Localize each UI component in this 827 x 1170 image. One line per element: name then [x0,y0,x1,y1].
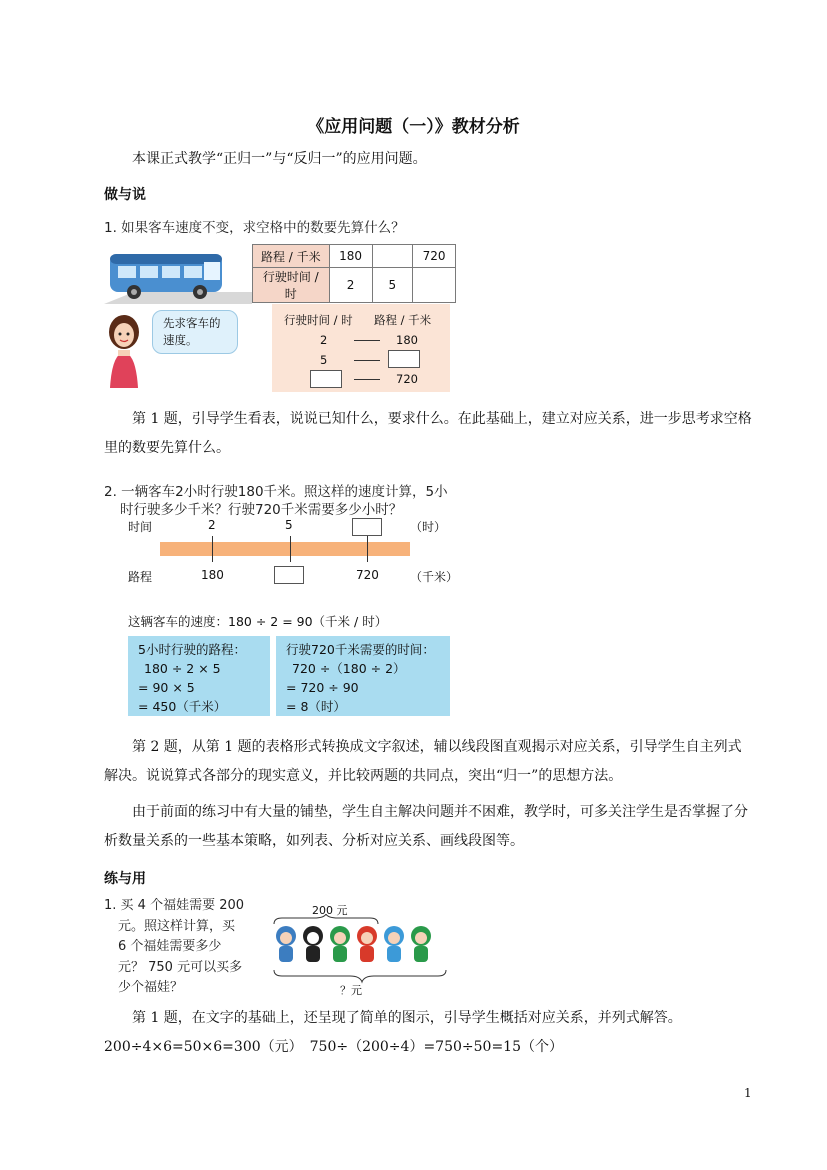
time-tick-5: 5 [285,518,293,532]
solution-box-time [276,636,450,716]
mapping-dash [354,379,380,380]
brace-top-label: 200 元 [312,904,348,917]
table-cell [372,245,413,268]
solution-line: 720 ÷（180 ÷ 2） [292,661,406,676]
bus-icon [104,242,252,308]
practice-line: 元。照这样计算，买 [118,918,236,934]
fuwa-diagram [270,914,450,990]
figure-practice-1 [104,892,456,996]
practice-line: 1. 买 4 个福娃需要 200 [104,898,245,913]
mapping-left-2: 5 [320,353,328,367]
practice-line: 少个福娃？ [118,980,184,995]
question-1-table [252,244,456,303]
fuwa-icon [411,926,431,962]
solution-line: = 8（时） [286,699,346,714]
mapping-right-3: 720 [396,372,418,386]
solution-line: = 720 ÷ 90 [286,680,359,695]
question-2-text-line-2: 时行驶多少千米？行驶720千米需要多少小时？ [120,502,403,518]
correspondence-box [272,304,450,392]
tick-mark [212,536,213,562]
brace-bottom-label: ？元 [340,984,362,997]
intro-paragraph: 本课正式教学“正归一”与“反归一”的应用问题。 [132,151,427,167]
distance-tick-720: 720 [356,568,379,582]
mapping-dash [354,340,380,341]
question-1-text: 1. 如果客车速度不变，求空格中的数要先算什么？ [104,220,405,236]
table-cell: 180 [329,245,372,268]
solution-line: 5小时行驶的路程： [138,642,246,657]
page-title: 《应用问题（一）》教材分析 [307,117,520,137]
practice-1-text [104,896,244,999]
blank-box [310,370,342,388]
mapping-left-1: 2 [320,333,328,347]
fuwa-icon [330,926,350,962]
solution-line: = 90 × 5 [138,680,195,695]
fuwa-icon [303,926,323,962]
table-cell: 路程 / 千米 [253,245,330,268]
speech-text: 先求客车的速度。 [163,316,221,347]
practice-line: 6 个福娃需要多少 [118,939,222,954]
speed-line: 这辆客车的速度：180 ÷ 2 = 90（千米 / 时） [128,614,388,629]
distance-label: 路程 [128,570,153,584]
paragraph-q2-analysis: 第 2 题，从第 1 题的表格形式转换成文字叙述，辅以线段图直观揭示对应关系，引导学生自主列式解决。说说算式各部分的现实意义，并比较两题的共同点，突出“归一”的思想方法。 [104,739,742,784]
paragraph-q1-analysis: 第 1 题，引导学生看表，说说已知什么，要求什么。在此基础上，建立对应关系，进一步思考求空格里的数要先算什么。 [104,411,752,456]
section-heading-practice-and-use: 练与用 [104,871,146,887]
question-2-text-line-1: 2. 一辆客车2小时行驶180千米。照这样的速度计算，5小 [104,484,448,500]
practice-line: 元？ 750 元可以买多 [118,959,243,975]
paragraph-practice-analysis: 第 1 题，在文字的基础上，还呈现了简单的图示，引导学生概括对应关系，并列式解答。200÷4×6=50×6=300（元） 750÷（200÷4）=750÷50=15（个） [104,1010,682,1055]
blank-box [388,350,420,368]
page-number: 1 [744,1086,752,1100]
fuwa-icon [384,926,404,962]
tick-mark [290,536,291,562]
table-row [253,268,456,303]
table-cell [413,268,456,303]
figure-question-2 [104,476,459,720]
table-row [253,245,456,268]
fuwa-icon [276,926,296,962]
tick-mark [367,536,368,562]
figure-question-1 [104,212,464,394]
distance-tick-180: 180 [201,568,224,582]
time-label: 时间 [128,520,153,534]
blank-box [274,566,304,584]
solution-box-distance [128,636,270,716]
mapping-right-1: 180 [396,333,418,347]
section-heading-do-and-say: 做与说 [104,187,146,203]
blank-box [352,518,382,536]
speech-bubble [152,310,238,354]
table-cell: 720 [413,245,456,268]
girl-icon [104,310,144,390]
solution-line: 180 ÷ 2 × 5 [144,661,221,676]
fuwa-icon [357,926,377,962]
mapping-header-time: 行驶时间 / 时 [284,313,353,327]
line-segment-bar [160,542,410,556]
solution-line: 行驶720千米需要的时间： [286,642,435,657]
mapping-dash [354,360,380,361]
distance-unit: （千米） [410,570,459,584]
time-tick-2: 2 [208,518,216,532]
table-cell: 2 [329,268,372,303]
paragraph-teaching-note: 由于前面的练习中有大量的铺垫，学生自主解决问题并不困难，教学时，可多关注学生是否掌握了分析数量关系的一些基本策略，如列表、分析对应关系、画线段图等。 [104,804,748,849]
table-cell: 行驶时间 / 时 [253,268,330,303]
table-cell: 5 [372,268,413,303]
time-unit: （时） [410,520,447,534]
solution-line: = 450（千米） [138,699,227,714]
mapping-header-distance: 路程 / 千米 [374,313,432,327]
